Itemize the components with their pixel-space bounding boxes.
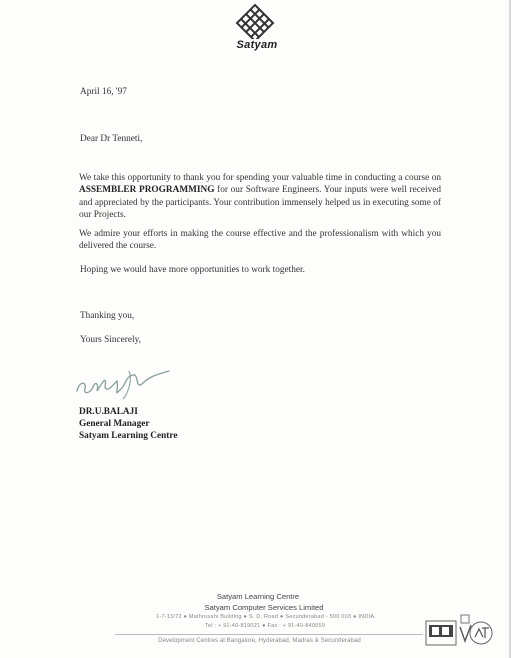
footer-company-name: Satyam Computer Services Limited: [204, 603, 324, 612]
salutation: Dear Dr Tenneti,: [80, 134, 143, 144]
footer-centres: Development Centres at Bangalore, Hyderabad, Madras & Secunderabad: [158, 638, 361, 644]
closing-sincerely: Yours Sincerely,: [80, 335, 141, 345]
footer-centre-name: Satyam Learning Centre: [216, 592, 300, 601]
satyam-lattice-logo-icon: [233, 3, 277, 39]
handwritten-signature-icon: [73, 367, 183, 401]
letter-date: April 16, '97: [80, 87, 127, 97]
footer-address: 1-7-13/72 ● Mathrusahi Building ● S. D. Road ● Secunderabad - 500 003 ● INDIA.: [155, 614, 377, 620]
signer-title: General Manager: [79, 419, 150, 429]
brand-name: Satyam: [236, 39, 278, 51]
course-name: ASSEMBLER PROGRAMMING: [79, 185, 215, 196]
iso-certification-marks-icon: [425, 611, 497, 647]
paragraph-1: [79, 172, 441, 221]
closing-thanks: Thanking you,: [80, 311, 135, 321]
paragraph-3: Hoping we would have more opportunities to work together.: [80, 265, 305, 275]
paragraph-1-text: We take this opportunity to thank you for spending your valuable time in conducting a course on: [79, 173, 441, 183]
footer-phones: Tel : + 91-40-819021 ● Fax : + 91-40-840059: [204, 623, 326, 629]
footer-divider: [115, 634, 423, 635]
paragraph-2: We admire your efforts in making the course effective and the professionalism with which you delivered the course.: [79, 229, 441, 252]
paragraph-1-rest: for our Software Engineers. Your inputs were well received and appreciated by the participants. Your contribution immensely helped us in executing some of our Projects.: [79, 185, 441, 220]
signer-name: DR.U.BALAJI: [79, 407, 138, 417]
signer-organization: Satyam Learning Centre: [79, 431, 178, 441]
